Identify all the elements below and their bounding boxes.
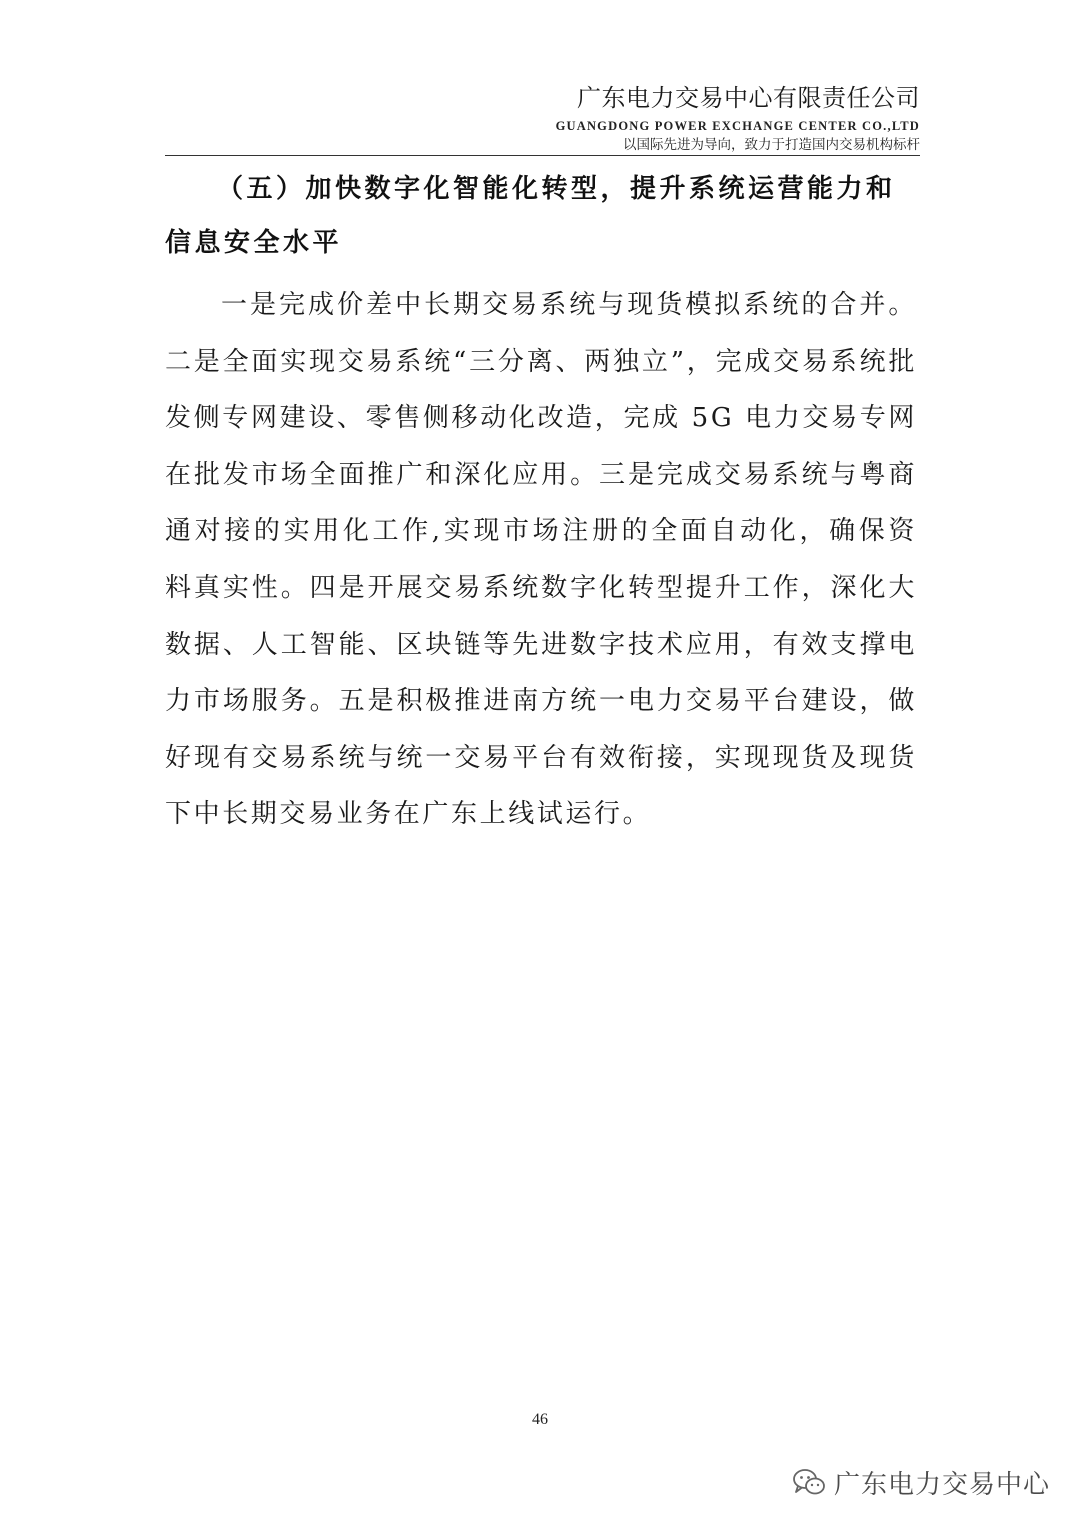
company-name-cn: 广东电力交易中心有限责任公司 [577, 84, 920, 112]
page-header [165, 84, 920, 154]
wechat-watermark [792, 1464, 1050, 1500]
watermark-label: 广东电力交易中心 [833, 1469, 1050, 1500]
company-slogan: 以国际先进为导向，致力于打造国内交易机构标杆 [623, 137, 920, 153]
page-number: 46 [532, 1411, 548, 1428]
header-divider [165, 155, 920, 156]
section-heading: （五）加快数字化智能化转型，提升系统运营能力和信息安全水平 [165, 174, 896, 258]
company-name-en: GUANGDONG POWER EXCHANGE CENTER CO.,LTD [555, 119, 920, 133]
section-body: 一是完成价差中长期交易系统与现货模拟系统的合并。二是全面实现交易系统“三分离、两独立”，完成交易系统批发侧专网建设、零售侧移动化改造，完成 5G 电力交易专网在批发市场全面推广和深化应用。三是完成交易系统与粤商通对接的实用化工作,实现市场注册的全面自动化，确保资料真实性。四是开展交易系统数字化转型提升工作，深化大数据、人工智能、区块链等先进数字技术应用，有效支撑电力市场服务。五是积极推进南方统一电力交易平台建设，做好现有交易系统与统一交易平台有效衔接，实现现货及现货下中长期交易业务在广东上线试运行。 [165, 290, 917, 830]
wechat-icon [792, 1467, 826, 1497]
